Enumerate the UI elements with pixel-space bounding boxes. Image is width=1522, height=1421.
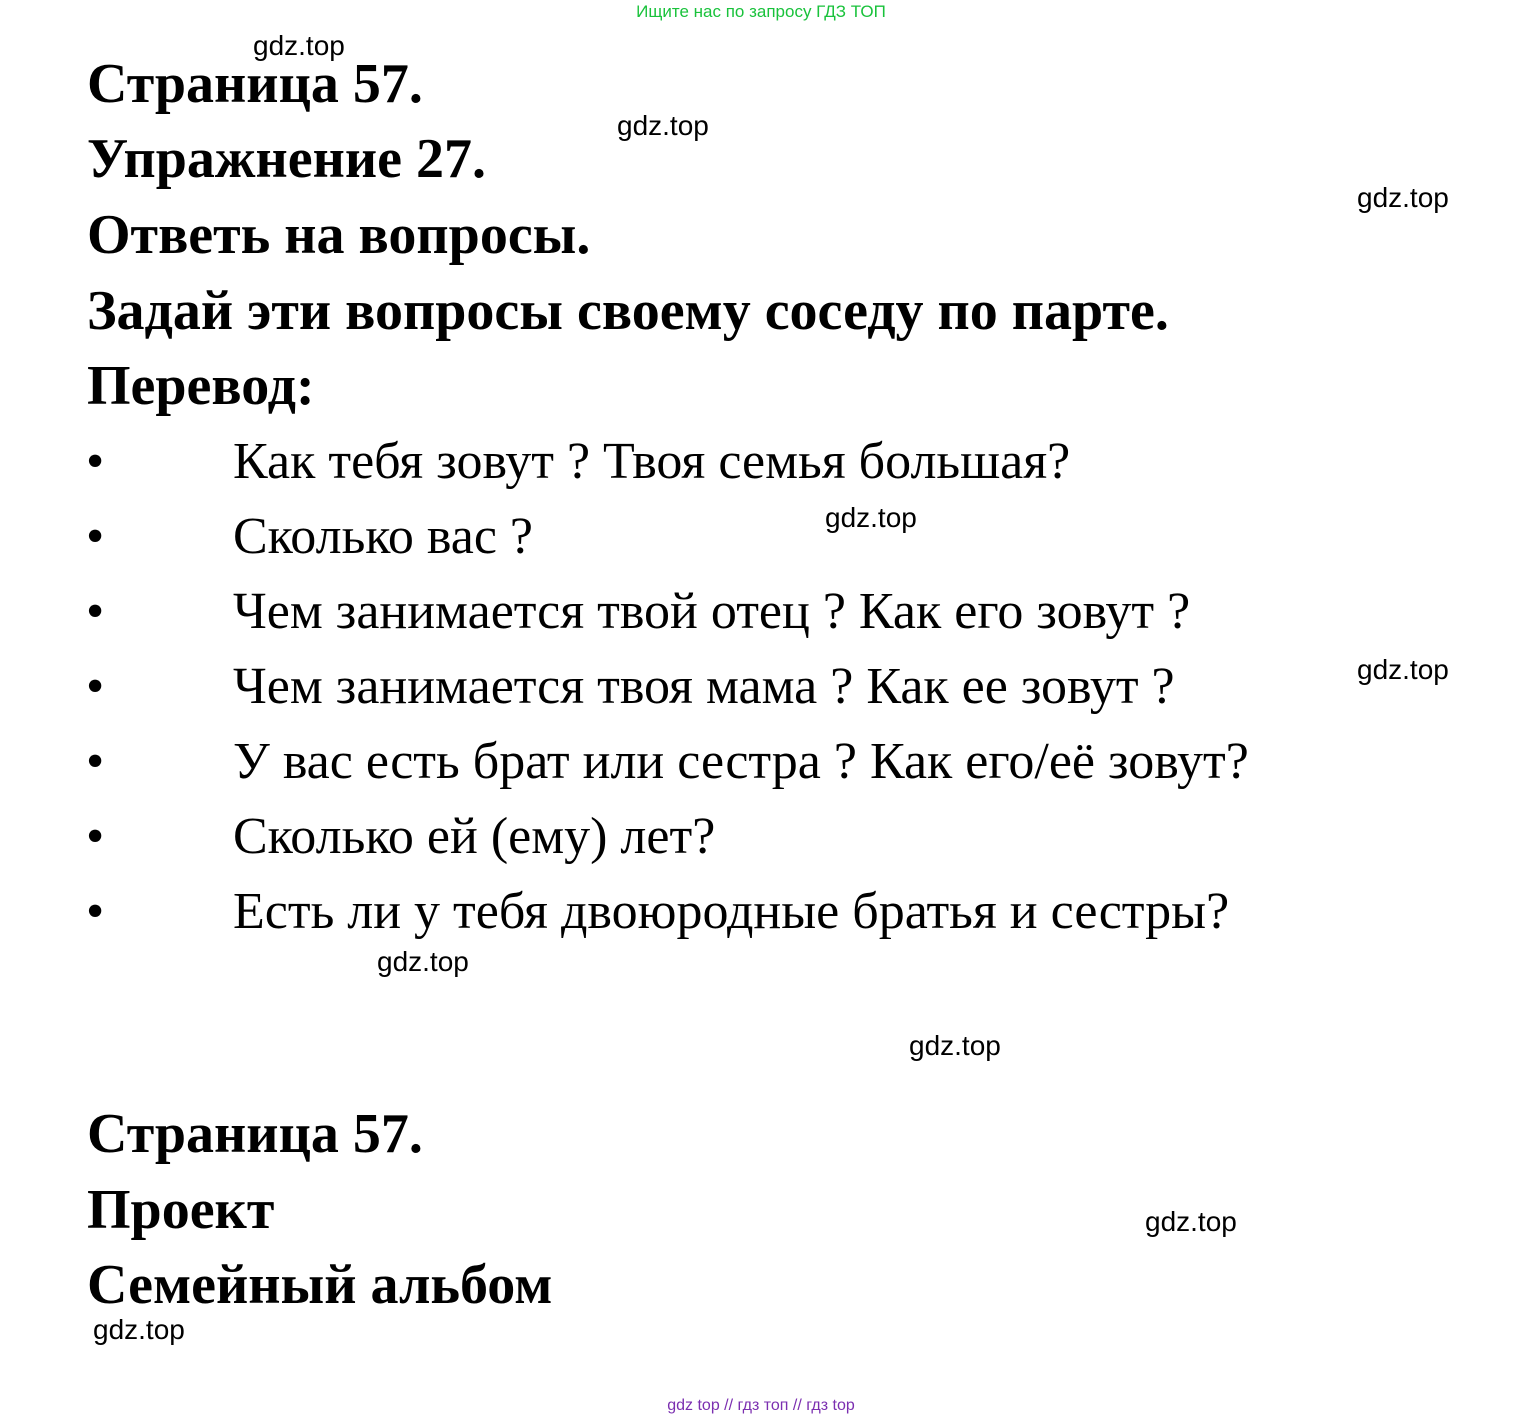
footer-separator: // bbox=[792, 1397, 802, 1414]
bullet-icon: • bbox=[86, 433, 105, 490]
footer-separator: // bbox=[724, 1397, 734, 1414]
question-text: У вас есть брат или сестра ? Как его/её зовут? bbox=[233, 733, 1249, 790]
footer-link-gdz-top-ru[interactable]: гдз топ bbox=[737, 1397, 789, 1414]
watermark-text: gdz.top bbox=[1357, 654, 1449, 685]
bullet-icon: • bbox=[86, 658, 105, 715]
question-text: Чем занимается твой отец ? Как его зовут ? bbox=[233, 583, 1191, 640]
watermark-text: gdz.top bbox=[1357, 182, 1449, 213]
watermark-text: gdz.top bbox=[253, 30, 345, 61]
instruction-answer-questions: Ответь на вопросы. bbox=[87, 204, 591, 266]
question-text: Есть ли у тебя двоюродные братья и сестры? bbox=[233, 883, 1230, 940]
exercise-heading: Упражнение 27. bbox=[87, 128, 487, 190]
footer-links bbox=[0, 1394, 1522, 1418]
bullet-icon: • bbox=[86, 508, 105, 565]
project-title: Семейный альбом bbox=[87, 1254, 553, 1316]
watermark-text: gdz.top bbox=[377, 946, 469, 977]
watermark-text: gdz.top bbox=[825, 502, 917, 533]
question-text: Чем занимается твоя мама ? Как ее зовут ? bbox=[233, 658, 1175, 715]
bullet-icon: • bbox=[86, 733, 105, 790]
watermark-text: gdz.top bbox=[909, 1030, 1001, 1061]
watermark-text: gdz.top bbox=[617, 110, 709, 141]
question-text: Сколько ей (ему) лет? bbox=[233, 808, 716, 865]
watermark-text: gdz.top bbox=[93, 1314, 185, 1345]
translation-heading: Перевод: bbox=[87, 355, 315, 417]
footer-link-gdz-top[interactable]: gdz top bbox=[667, 1397, 720, 1414]
page-number-heading: Страница 57. bbox=[87, 53, 423, 115]
page-number-heading-2: Страница 57. bbox=[87, 1103, 423, 1165]
question-text: Как тебя зовут ? Твоя семья большая? bbox=[233, 433, 1071, 490]
bullet-icon: • bbox=[86, 808, 105, 865]
project-heading: Проект bbox=[87, 1179, 275, 1241]
instruction-ask-neighbor: Задай эти вопросы своему соседу по парте. bbox=[87, 280, 1169, 342]
bullet-icon: • bbox=[86, 583, 105, 640]
search-hint-banner: Ищите нас по запросу ГДЗ ТОП bbox=[636, 2, 886, 21]
watermark-text: gdz.top bbox=[1145, 1206, 1237, 1237]
question-text: Сколько вас ? bbox=[233, 508, 534, 565]
bullet-icon: • bbox=[86, 883, 105, 940]
footer-link-gdz-top-mixed[interactable]: гдз top bbox=[806, 1397, 855, 1414]
